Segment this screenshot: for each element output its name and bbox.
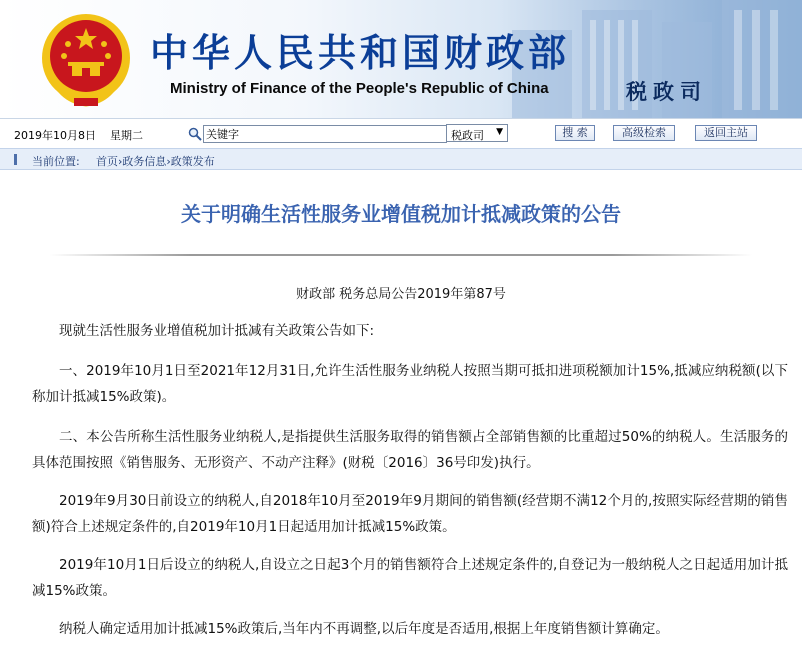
article-paragraph: 现就生活性服务业增值税加计抵减有关政策公告如下: [59,323,375,339]
search-input[interactable] [203,125,447,143]
breadcrumb [0,148,802,170]
search-button[interactable]: 搜 索 [555,125,595,141]
document-number: 财政部 税务总局公告2019年第87号 [296,287,506,302]
toolbar [0,118,802,149]
national-emblem-icon [38,10,134,110]
breadcrumb-marker-icon [14,154,17,165]
article-paragraph: 一、2019年10月1日至2021年12月31日,允许生活性服务业纳税人按照当期可抵扣进项税额加计15%,抵减应纳税额(以下称加计抵减15%政策)。 [32,363,788,405]
title-divider [50,254,752,256]
department-select[interactable] [446,124,508,142]
chevron-down-icon: ▼ [496,127,503,137]
article-paragraph: 纳税人确定适用加计抵减15%政策后,当年内不再调整,以后年度是否适用,根据上年度销售额计算确定。 [59,621,669,637]
breadcrumb-path[interactable]: 首页›政务信息›政策发布 [96,155,215,168]
current-weekday: 星期二 [110,129,143,142]
header-banner [0,0,802,118]
article-paragraph: 2019年10月1日后设立的纳税人,自设立之日起3个月的销售额符合上述规定条件的,自登记为一般纳税人之日起适用加计抵减15%政策。 [32,557,788,599]
department-name: 税政司 [626,79,707,104]
advanced-search-button[interactable]: 高级检索 [613,125,675,141]
site-title-en: Ministry of Finance of the People's Republic of China [170,80,549,97]
article-title: 关于明确生活性服务业增值税加计抵减政策的公告 [181,202,621,226]
return-home-button[interactable]: 返回主站 [695,125,757,141]
article-paragraph: 2019年9月30日前设立的纳税人,自2018年10月至2019年9月期间的销售额(经营期不满12个月的,按照实际经营期的销售额)符合上述规定条件的,自2019年10月1日起适用加计抵减15%政策。 [32,493,788,535]
article-paragraph: 二、本公告所称生活性服务业纳税人,是指提供生活服务取得的销售额占全部销售额的比重超过50%的纳税人。生活服务的具体范围按照《销售服务、无形资产、不动产注释》(财税〔2016〕36号印发)执行。 [32,429,788,471]
department-select-value: 税政司 [451,129,484,142]
current-date: 2019年10月8日 [14,129,96,142]
breadcrumb-label: 当前位置: [32,155,80,168]
search-icon [188,127,202,141]
site-title-cn: 中华人民共和国财政部 [150,30,571,75]
